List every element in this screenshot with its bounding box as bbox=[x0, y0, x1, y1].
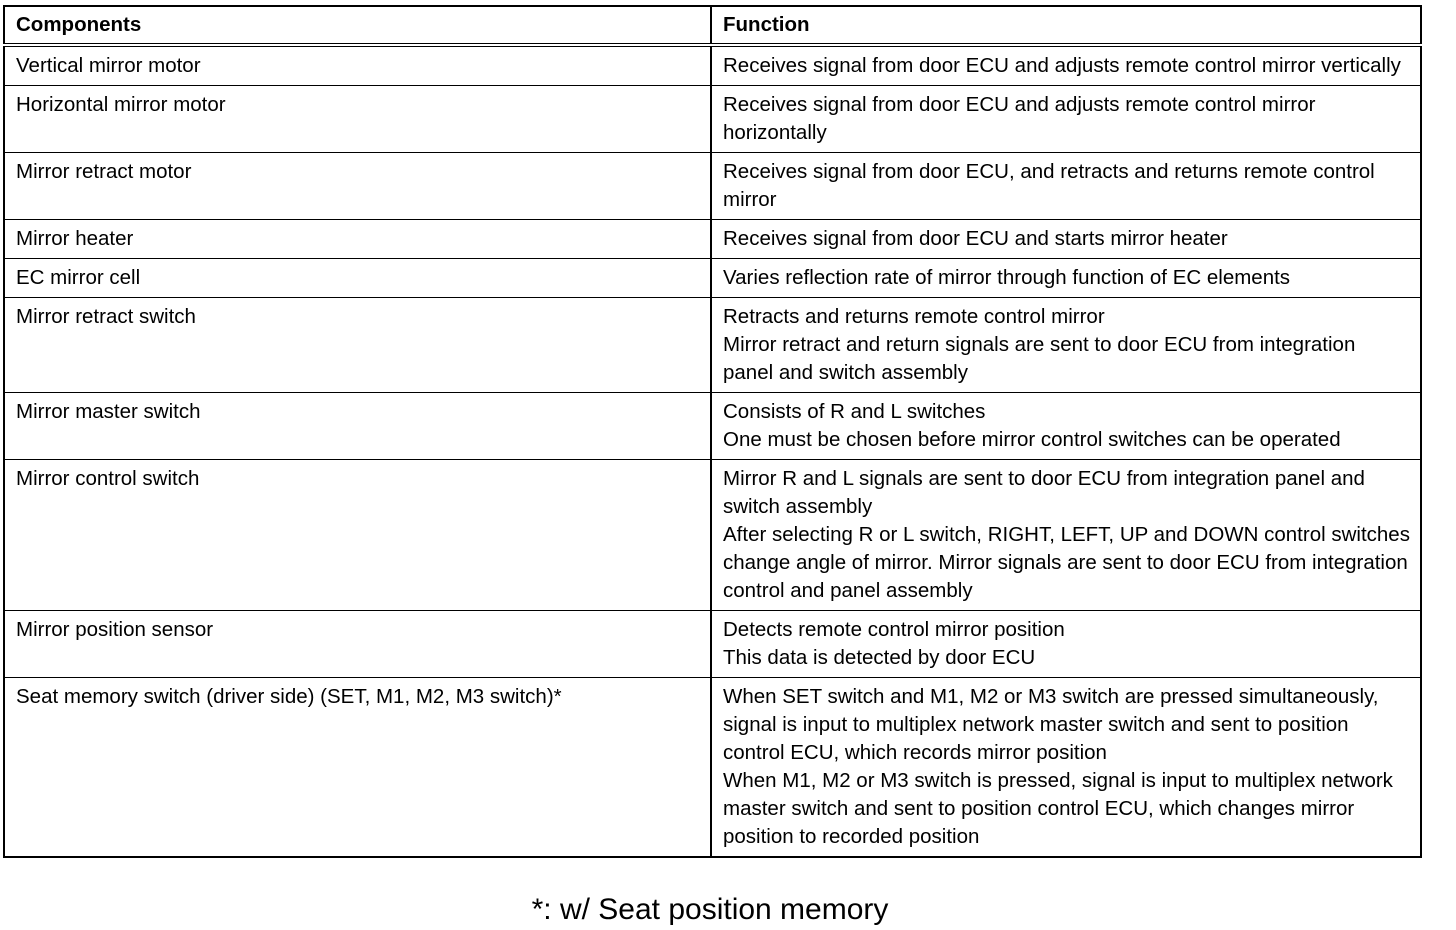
function-cell bbox=[711, 393, 1421, 460]
component-cell: Mirror position sensor bbox=[4, 611, 711, 678]
component-cell: Mirror heater bbox=[4, 220, 711, 259]
function-cell bbox=[711, 611, 1421, 678]
component-cell: Mirror master switch bbox=[4, 393, 711, 460]
function-line: When M1, M2 or M3 switch is pressed, signal is input to multiplex network master switch and sent to position control ECU, which changes mirror position to recorded position bbox=[723, 769, 1393, 848]
components-column-header: Components bbox=[4, 6, 711, 45]
function-line: Mirror retract and return signals are sent to door ECU from integration panel and switch assembly bbox=[723, 333, 1356, 384]
component-cell: Mirror retract motor bbox=[4, 153, 711, 220]
component-cell: Mirror control switch bbox=[4, 460, 711, 611]
function-cell bbox=[711, 153, 1421, 220]
function-line: Receives signal from door ECU and adjusts remote control mirror horizontally bbox=[723, 93, 1316, 144]
component-cell: EC mirror cell bbox=[4, 259, 711, 298]
component-cell: Mirror retract switch bbox=[4, 298, 711, 393]
component-cell: Horizontal mirror motor bbox=[4, 86, 711, 153]
table-row bbox=[4, 45, 1421, 86]
function-cell bbox=[711, 678, 1421, 858]
function-line: Consists of R and L switches bbox=[723, 400, 986, 423]
table-row bbox=[4, 611, 1421, 678]
function-line: Mirror R and L signals are sent to door ECU from integration panel and switch assembly bbox=[723, 467, 1365, 518]
function-cell bbox=[711, 259, 1421, 298]
table-row bbox=[4, 86, 1421, 153]
table-row bbox=[4, 460, 1421, 611]
footnote: *: w/ Seat position memory bbox=[531, 893, 889, 926]
function-line: Receives signal from door ECU and adjusts remote control mirror vertically bbox=[723, 54, 1401, 77]
component-cell: Seat memory switch (driver side) (SET, M1, M2, M3 switch)* bbox=[4, 678, 711, 858]
function-column-header: Function bbox=[711, 6, 1421, 45]
function-line: Retracts and returns remote control mirror bbox=[723, 305, 1105, 328]
table-row bbox=[4, 153, 1421, 220]
function-cell bbox=[711, 220, 1421, 259]
table-row bbox=[4, 298, 1421, 393]
table-row bbox=[4, 393, 1421, 460]
component-cell: Vertical mirror motor bbox=[4, 45, 711, 86]
table-body bbox=[4, 45, 1421, 857]
function-line: When SET switch and M1, M2 or M3 switch are pressed simultaneously, signal is input to multiplex network master switch and sent to position control ECU, which records mirror position bbox=[723, 685, 1379, 764]
table-row bbox=[4, 220, 1421, 259]
function-line: Detects remote control mirror position bbox=[723, 618, 1065, 641]
table-row bbox=[4, 678, 1421, 858]
function-cell bbox=[711, 45, 1421, 86]
function-line: After selecting R or L switch, RIGHT, LEFT, UP and DOWN control switches change angle of mirror. Mirror signals are sent to door ECU from integration control and panel assembly bbox=[723, 523, 1410, 602]
function-line: This data is detected by door ECU bbox=[723, 646, 1036, 669]
function-cell bbox=[711, 86, 1421, 153]
function-line: Receives signal from door ECU and starts mirror heater bbox=[723, 227, 1228, 250]
function-line: Receives signal from door ECU, and retracts and returns remote control mirror bbox=[723, 160, 1375, 211]
table-row bbox=[4, 259, 1421, 298]
components-function-table bbox=[3, 5, 1422, 858]
function-cell bbox=[711, 460, 1421, 611]
table-header-row bbox=[4, 6, 1421, 45]
function-line: One must be chosen before mirror control switches can be operated bbox=[723, 428, 1341, 451]
components-function-table-container bbox=[3, 5, 1420, 858]
function-line: Varies reflection rate of mirror through function of EC elements bbox=[723, 266, 1291, 289]
function-cell bbox=[711, 298, 1421, 393]
